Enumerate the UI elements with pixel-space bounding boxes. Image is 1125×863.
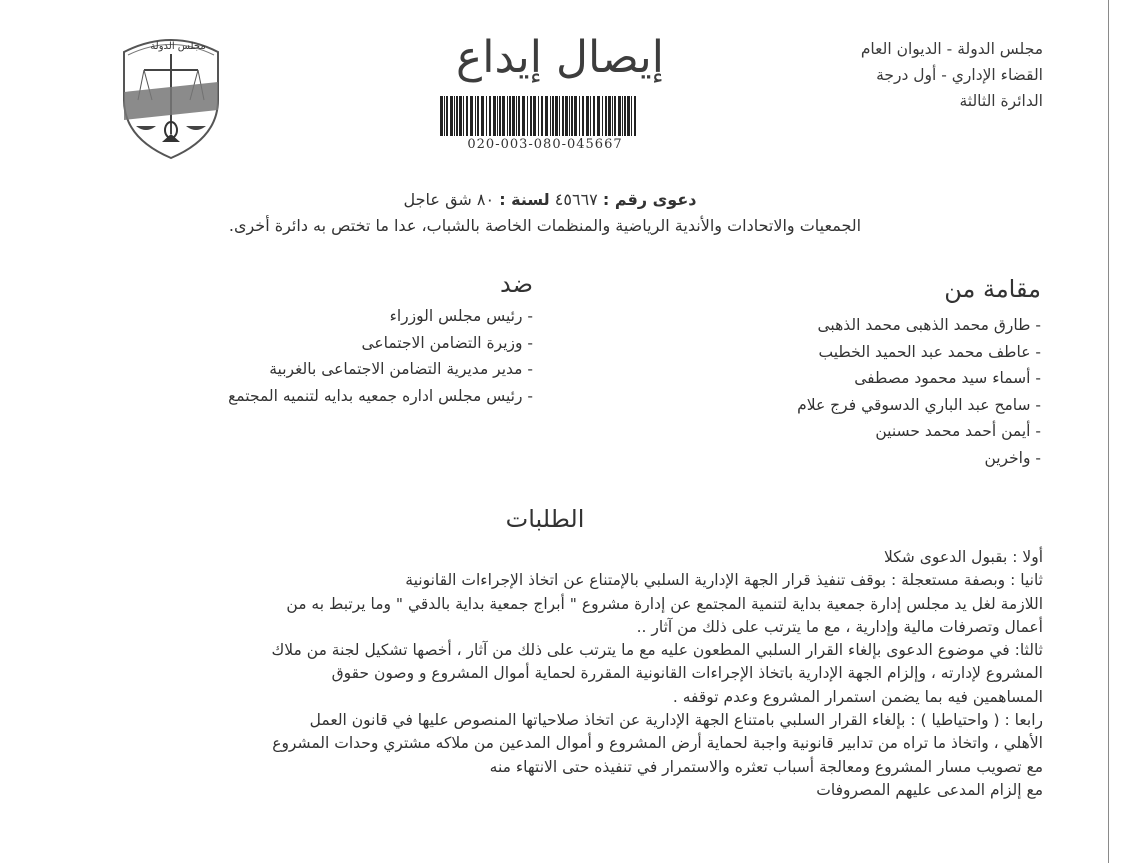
barcode-bar (440, 96, 443, 136)
barcode-bar (618, 96, 621, 136)
barcode-bar (602, 96, 603, 136)
barcode-bar (466, 96, 468, 136)
plaintiff-item: - واخرين (984, 448, 1041, 467)
plaintiff-item: - أسماء سيد محمود مصطفى (854, 369, 1041, 387)
barcode-bar (562, 96, 564, 136)
barcode-bar (516, 96, 517, 136)
barcode-bar (569, 96, 570, 136)
barcode-bar (489, 96, 491, 136)
plaintiffs-title: مقامة من (944, 275, 1041, 303)
barcode-bar (541, 96, 543, 136)
plaintiffs-list (797, 312, 1041, 471)
barcode-bar (512, 96, 515, 136)
barcode-bar (565, 96, 568, 136)
plaintiff-item: - سامح عبد الباري الدسوقي فرج علام (797, 395, 1041, 414)
barcode-bar (586, 96, 589, 136)
request-line: مع إلزام المدعى عليهم المصروفات (816, 780, 1043, 799)
barcode-bar (634, 96, 636, 136)
defendant-item: - رئيس مجلس الوزراء (389, 307, 533, 325)
barcode-bar (555, 96, 558, 136)
barcode-number: 020-003-080-045667 (467, 137, 623, 152)
case-number-label: دعوى رقم : (602, 190, 697, 209)
case-description: الجمعيات والاتحادات والأندية الرياضية والمنظمات الخاصة بالشباب، عدا ما تختص به دائرة أخرى. (228, 216, 862, 235)
barcode-bar (605, 96, 607, 136)
request-line: المشروع لإدارته ، وإلزام الجهة الإدارية باتخاذ الإجراءات القانونية المقررة لحماية أموال المشروع و وصون حقوق (331, 664, 1043, 683)
barcode-bar (444, 96, 445, 136)
requests-body (3, 546, 1043, 802)
barcode-bar (475, 96, 476, 136)
barcode-bar (559, 96, 560, 136)
barcode-bar (522, 96, 525, 136)
barcode-bar (518, 96, 520, 136)
defendant-item: - رئيس مجلس اداره جمعيه بدايه لتنميه المجتمع (228, 386, 533, 405)
document-title: إيصال إيداع (455, 32, 665, 83)
barcode-bar (463, 96, 464, 136)
court-header-line: القضاء الإداري - أول درجة (876, 66, 1043, 84)
barcode-bar (493, 96, 496, 136)
barcode-bar (481, 96, 484, 136)
case-year-label: لسنة : (499, 190, 550, 209)
barcode-bar (582, 96, 584, 136)
barcode-bar (590, 96, 591, 136)
defendant-item: - مدير مديرية التضامن الاجتماعى بالغربية (269, 360, 533, 378)
barcode-bar (545, 96, 548, 136)
barcode-bar (593, 96, 595, 136)
barcode-bar (507, 96, 508, 136)
barcode-bar (502, 96, 505, 136)
defendants-list (228, 303, 533, 409)
barcode-bar (574, 96, 577, 136)
request-line: ثانيا : وبصفة مستعجلة : بوقف تنفيذ قرار الجهة الإدارية السلبي بالإمتناع عن اتخاذ الإجراءات القانونية (405, 571, 1043, 590)
barcode-bar (470, 96, 473, 136)
defendants-title: ضد (500, 270, 533, 298)
barcode-bar (454, 96, 455, 136)
barcode-bar (552, 96, 554, 136)
court-header-line: الدائرة الثالثة (959, 92, 1043, 110)
case-number-line (300, 190, 800, 209)
barcode-bar (550, 96, 551, 136)
requests-title: الطلبات (505, 505, 585, 533)
plaintiff-item: - طارق محمد الذهبى محمد الذهبى (817, 316, 1041, 334)
request-line: رابعا : ( واحتياطيا ) : بإلغاء القرار السلبي بامتناع الجهة الإدارية عن اتخاذ صلاحياتها المنصوص عليها في قانون العمل (309, 711, 1043, 730)
barcode-bar (459, 96, 462, 136)
barcode-bar (624, 96, 626, 136)
barcode-bar (608, 96, 611, 136)
barcode-bar (446, 96, 448, 136)
barcode-bar (456, 96, 458, 136)
request-line: الأهلي ، واتخاذ ما تراه من تدابير قانونية واجبة لحماية أرض المشروع و أموال المدعين من ملاكه مشتري وحدات المشروع (272, 734, 1043, 753)
barcode-bar (450, 96, 453, 136)
plaintiff-item: - عاطف محمد عبد الحميد الخطيب (818, 342, 1041, 361)
barcode-bar (530, 96, 532, 136)
barcode-bar (533, 96, 536, 136)
barcode (438, 96, 638, 136)
barcode-bar (631, 96, 632, 136)
barcode-bar (477, 96, 479, 136)
barcode-bar (579, 96, 580, 136)
state-council-emblem (116, 30, 226, 162)
barcode-bar (597, 96, 600, 136)
barcode-bar (499, 96, 501, 136)
barcode-bar (614, 96, 616, 136)
request-line: ثالثا: في موضوع الدعوى بإلغاء القرار السلبي المطعون عليه مع ما يترتب على ذلك من آثار ، أخصها تشكيل لجنة من ملاك (271, 641, 1043, 660)
page-edge-line (1108, 0, 1109, 863)
barcode-bar (627, 96, 630, 136)
court-header-line: مجلس الدولة - الديوان العام (860, 40, 1043, 58)
request-line: اللازمة لغل يد مجلس إدارة جمعية بداية لتنمية المجتمع عن إدارة مشروع " أبراج جمعية بداية بالدقي " وما يرتبط به من (286, 594, 1043, 613)
barcode-bar (571, 96, 573, 136)
case-number-value: ٤٥٦٦٧ (554, 190, 598, 209)
request-line: مع تصويب مسار المشروع ومعالجة أسباب تعثره والاستمرار في تنفيذه حتى الانتهاء منه (489, 757, 1043, 776)
defendant-item: - وزيرة التضامن الاجتماعى (361, 333, 533, 352)
barcode-bar (622, 96, 623, 136)
barcode-bar (486, 96, 487, 136)
case-year-value: ٨٠ شق عاجل (403, 190, 495, 209)
request-line: أولا : بقبول الدعوى شكلا (883, 548, 1043, 566)
request-line: أعمال وتصرفات مالية وإدارية ، مع ما يترتب على ذلك من آثار .. (636, 617, 1043, 636)
barcode-bar (612, 96, 613, 136)
plaintiff-item: - أيمن أحمد محمد حسنين (875, 422, 1041, 440)
barcode-bar (497, 96, 498, 136)
barcode-bar (509, 96, 511, 136)
emblem-text: مجلس الدولة (150, 41, 206, 52)
request-line: المساهمين فيه بما يضمن استمرار المشروع وعدم توقفه . (672, 687, 1043, 706)
barcode-bar (538, 96, 539, 136)
court-header (861, 36, 1043, 114)
barcode-bar (527, 96, 528, 136)
